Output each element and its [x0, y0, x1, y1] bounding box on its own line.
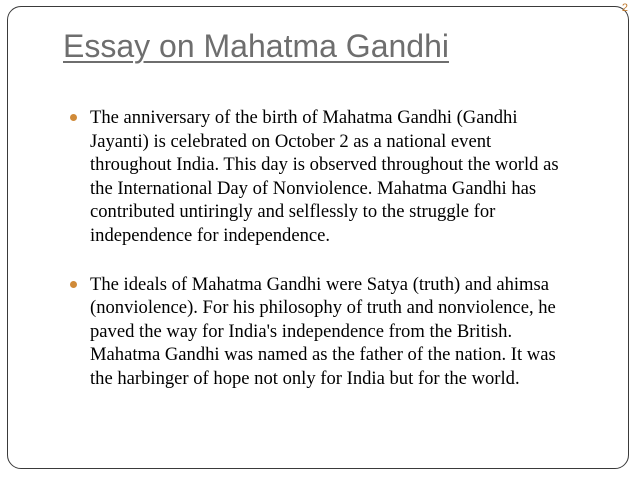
bullet-dot-icon — [70, 114, 77, 121]
slide-number: 2 — [621, 2, 628, 14]
bullet-item-birth-anniversary — [70, 106, 565, 248]
bullet-text: The anniversary of the birth of Mahatma Gandhi (Gandhi Jayanti) is celebrated on October 2 as a national event throughout India. This day is observed throughout the world as the International Day of Nonviolence. Mahatma Gandhi has contributed untiringly and selflessly to the struggle for independence for independence. — [90, 107, 559, 246]
bullet-list — [70, 106, 565, 416]
bullet-text: The ideals of Mahatma Gandhi were Satya (truth) and ahimsa (nonviolence). For his philosophy of truth and nonviolence, he paved the way for India's independence from the British. Mahatma Gandhi was named as the father of the nation. It was the harbinger of hope not only for India but for the world. — [90, 273, 556, 389]
slide-title: Essay on Mahatma Gandhi — [63, 28, 449, 64]
bullet-dot-icon — [70, 281, 77, 288]
bullet-item-ideals — [70, 273, 565, 391]
